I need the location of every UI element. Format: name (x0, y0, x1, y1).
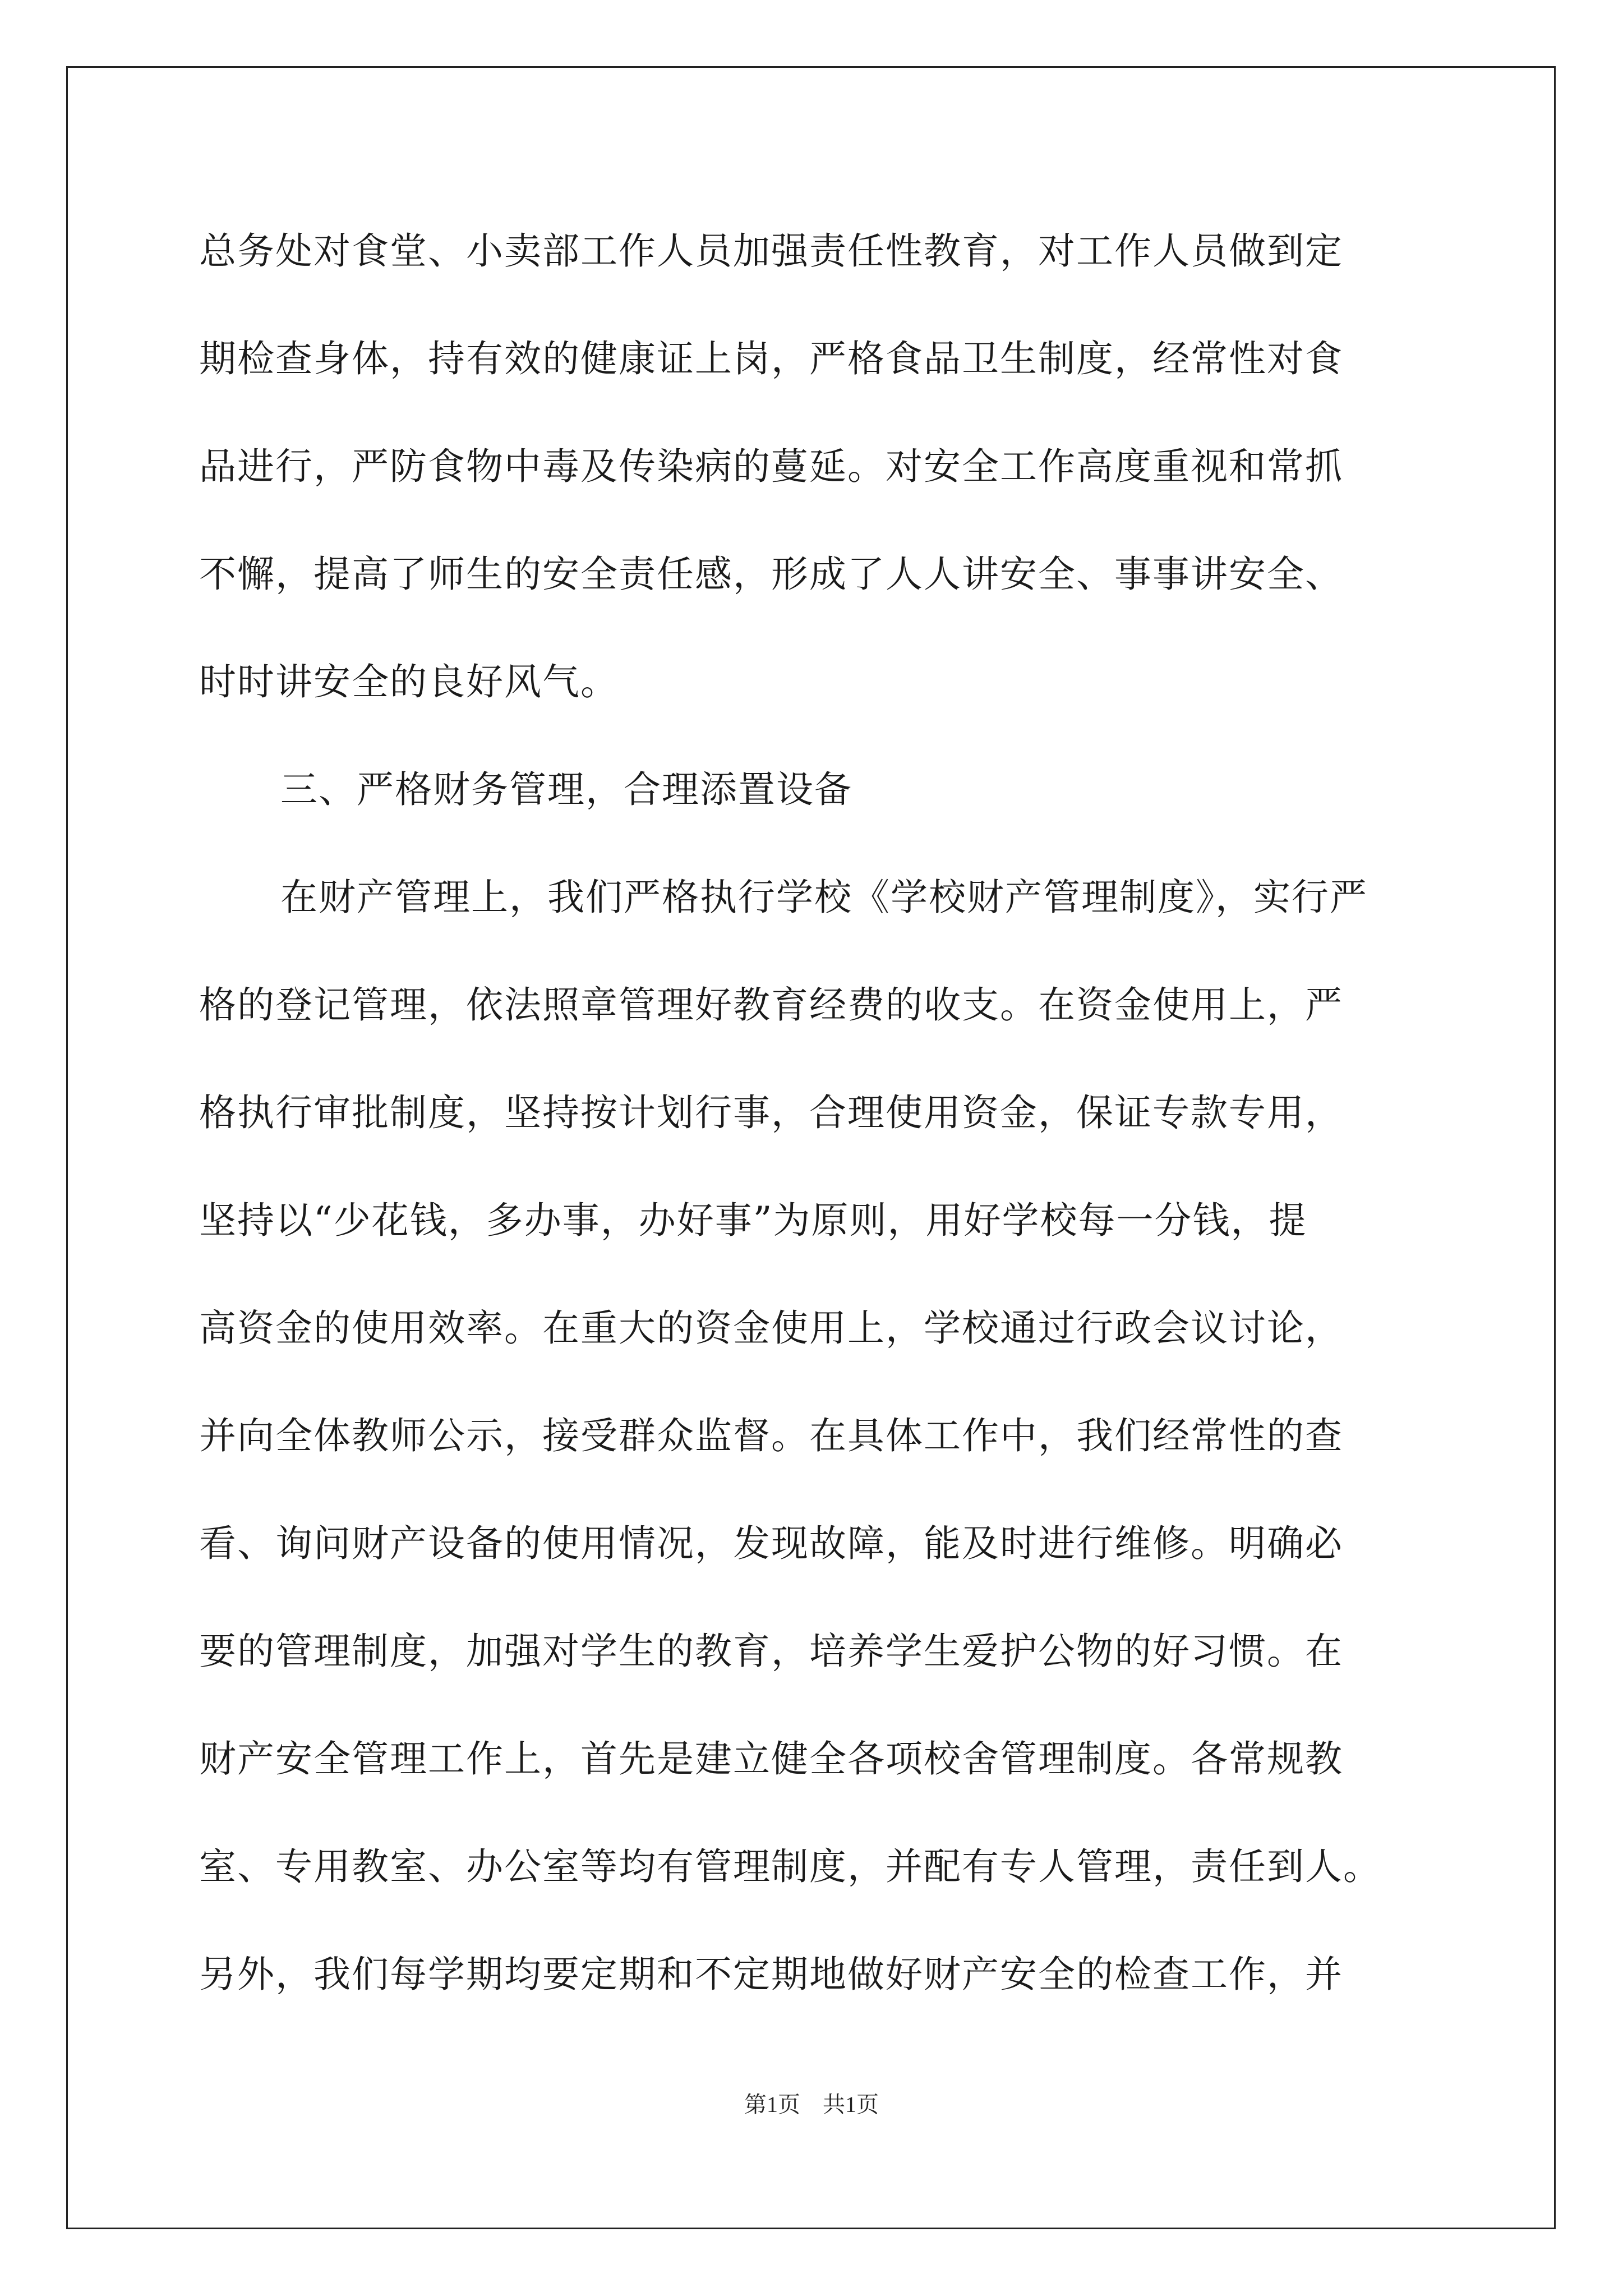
text-line: 时时讲安全的良好风气。 (199, 660, 619, 703)
text-line: 高资金的使用效率。在重大的资金使用上，学校通过行政会议讨论， (199, 1306, 1343, 1350)
document-body (199, 218, 1455, 2049)
section-heading: 三、严格财务管理，合理添置设备 (280, 768, 852, 811)
text-line: 并向全体教师公示，接受群众监督。在具体工作中，我们经常性的查 (199, 1414, 1343, 1457)
text-line: 看、询问财产设备的使用情况，发现故障，能及时进行维修。明确必 (199, 1522, 1343, 1565)
text-line: 格执行审批制度，坚持按计划行事，合理使用资金，保证专款专用， (199, 1091, 1343, 1134)
text-line: 不懈，提高了师生的安全责任感，形成了人人讲安全、事事讲安全、 (199, 553, 1343, 596)
page-number: 第1页 (744, 2092, 800, 2117)
text-line: 在财产管理上，我们严格执行学校《学校财产管理制度》，实行严 (280, 876, 1368, 919)
text-line: 坚持以“少花钱，多办事，办好事”为原则，用好学校每一分钱，提 (199, 1199, 1307, 1242)
text-line: 格的登记管理，依法照章管理好教育经费的收支。在资金使用上，严 (199, 983, 1343, 1027)
text-line: 期检查身体，持有效的健康证上岗，严格食品卫生制度，经常性对食 (199, 337, 1343, 380)
text-line: 品进行，严防食物中毒及传染病的蔓延。对安全工作高度重视和常抓 (199, 445, 1343, 488)
text-line: 另外，我们每学期均要定期和不定期地做好财产安全的检查工作，并 (199, 1953, 1343, 1996)
text-line: 要的管理制度，加强对学生的教育，培养学生爱护公物的好习惯。在 (199, 1630, 1343, 1673)
text-line: 总务处对食堂、小卖部工作人员加强责任性教育，对工作人员做到定 (199, 229, 1343, 273)
page-total: 共1页 (823, 2092, 879, 2117)
page-footer (0, 2087, 1623, 2119)
text-line: 室、专用教室、办公室等均有管理制度，并配有专人管理，责任到人。 (199, 1845, 1381, 1888)
text-line: 财产安全管理工作上，首先是建立健全各项校舍管理制度。各常规教 (199, 1737, 1343, 1780)
